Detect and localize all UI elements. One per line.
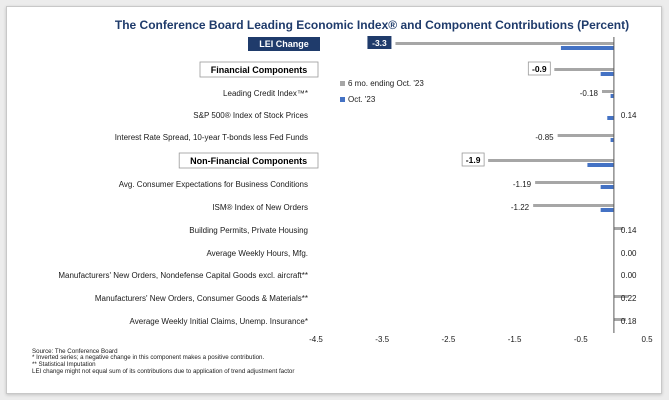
category-label: Average Weekly Initial Claims, Unemp. Insurance* [129,317,308,326]
category-label: Leading Credit Index™* [223,89,308,98]
bar-october [561,46,614,50]
footnote: LEI change might not equal sum of its contributions due to application of trend adjustment factor [32,368,295,375]
bar-six-month [535,181,614,184]
bar-six-month [602,90,614,93]
section-label: Non-Financial Components [190,156,308,166]
value-label: 0.14 [620,226,637,235]
bar-six-month [533,204,614,207]
section-label: Financial Components [210,65,308,75]
footnote: Source: The Conference Board [32,348,118,355]
lei-change-label: LEI Change [259,39,309,49]
x-tick-label: -3.5 [375,335,390,344]
value-label: -0.85 [535,133,554,142]
bar-six-month [558,134,614,137]
value-label: -1.19 [512,180,532,189]
legend-label: Oct. '23 [348,95,376,104]
bar-october [607,116,614,120]
category-label: Avg. Consumer Expectations for Business Conditions [118,180,308,189]
bar-six-month [554,68,614,71]
x-tick-label: -0.5 [573,335,588,344]
value-label: -1.22 [510,203,530,212]
value-label: -1.9 [465,155,481,165]
category-label: Interest Rate Spread, 10-year T-bonds less Fed Funds [114,133,308,142]
legend-label: 6 mo. ending Oct. '23 [348,79,424,88]
category-label: S&P 500® Index of Stock Prices [193,111,308,120]
bar-six-month [395,42,613,45]
bar-six-month [488,159,614,162]
footnote: * Inverted series; a negative change in this component makes a positive contribution. [32,354,265,361]
category-label: Manufacturers' New Orders, Consumer Goods & Materials** [94,294,308,303]
value-label: -0.9 [531,64,547,74]
category-label: ISM® Index of New Orders [212,203,308,212]
category-label: Average Weekly Hours, Mfg. [206,249,308,258]
legend-swatch [340,81,345,86]
legend-swatch [340,97,345,102]
x-tick-label: -4.5 [309,335,323,344]
chart-title: The Conference Board Leading Economic Index® and Component Contributions (Percent) [114,18,630,32]
x-tick-label: -1.5 [507,335,522,344]
value-label: -0.18 [579,89,598,98]
value-label: 0.00 [620,271,637,280]
value-label: 0.22 [620,294,637,303]
bar-october [601,185,614,189]
value-label: 0.18 [620,317,637,326]
x-tick-label: -2.5 [441,335,456,344]
footnote: ** Statistical Imputation [32,361,96,368]
value-label: 0.00 [620,249,637,258]
bar-october [601,72,614,76]
value-label: 0.14 [620,111,637,120]
bar-october [601,208,614,212]
value-label: -3.3 [372,38,387,48]
bar-october [587,163,613,167]
category-label: Manufacturers' New Orders, Nondefense Capital Goods excl. aircraft** [58,271,308,280]
x-tick-label: 0.5 [641,335,653,344]
category-label: Building Permits, Private Housing [189,226,308,235]
